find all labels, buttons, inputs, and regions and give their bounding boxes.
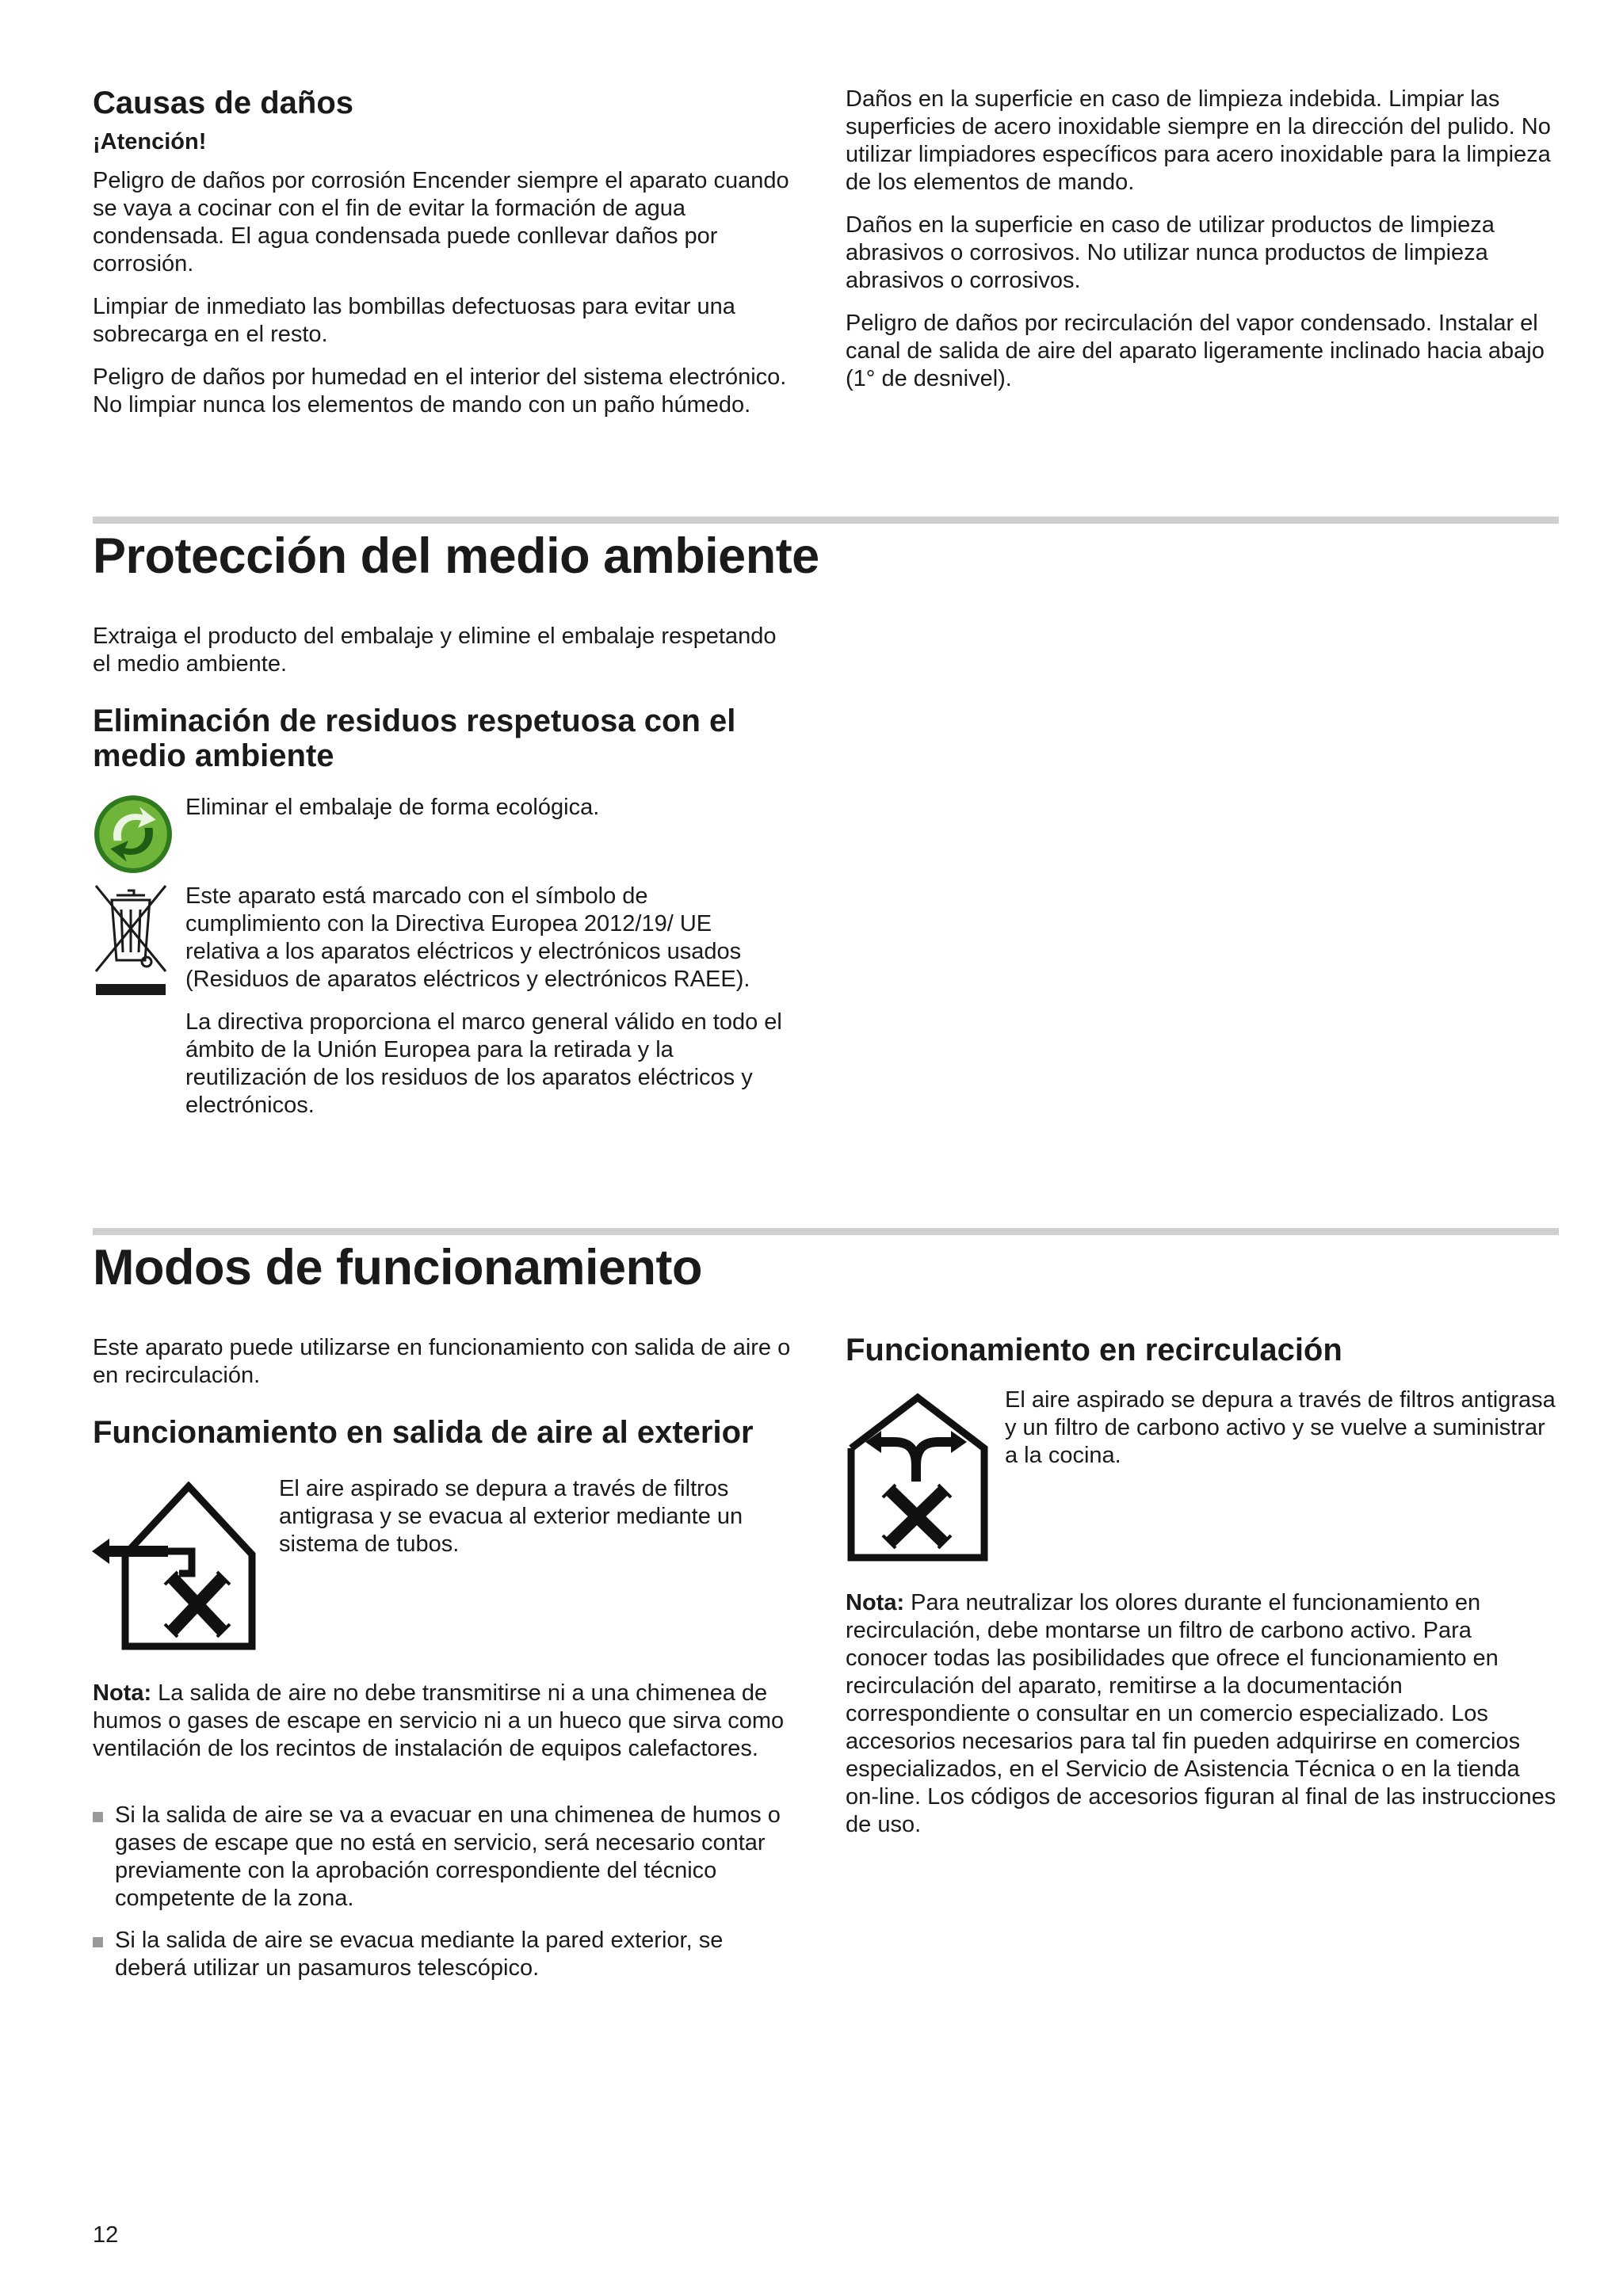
page-number: 12: [93, 2222, 119, 2248]
list-item: Si la salida de aire se evacua mediante la pared exterior, se deberá utilizar un pasamuros telescópico.: [93, 1927, 798, 1982]
exhaust-note-text: La salida de aire no debe transmitirse ni a una chimenea de humos o gases de escape en servicio ni a un hueco que sirva como ventilación de los recintos de instalación de equipos calefactores.: [93, 1680, 785, 1761]
damage-paragraph: Peligro de daños por corrosión Encender siempre el aparato cuando se vaya a cocinar con el fin de evitar la formación de agua condensada. El agua condensada puede conllevar daños por corrosión.: [93, 168, 789, 277]
weee-text: Este aparato está marcado con el símbolo de cumplimiento con la Directiva Europea 2012/19/ UE relativa a los aparatos eléctricos y electrónicos usados (Residuos de aparatos eléctricos y electrónicos RAEE).: [185, 883, 750, 992]
damage-paragraph: Peligro de daños por humedad en el interior del sistema electrónico. No limpiar nunca los elementos de mando con un paño húmedo.: [93, 364, 787, 418]
directive-text: La directiva proporciona el marco general válido en todo el ámbito de la Unión Europea para la retirada y la reutilización de los residuos de los aparatos eléctricos y electrónicos.: [185, 1009, 782, 1118]
damage-section-left: [93, 86, 798, 419]
environment-title: Protección del medio ambiente: [93, 528, 819, 584]
damage-title: Causas de daños: [93, 86, 354, 120]
crossed-out-wheelie-bin-icon: [93, 883, 169, 1001]
note-label: Nota:: [93, 1680, 152, 1706]
recirculation-house-icon: [846, 1393, 989, 1562]
exhaust-note: [93, 1680, 798, 1763]
damage-paragraph: Peligro de daños por recirculación del vapor condensado. Instalar el canal de salida de aire del aparato ligeramente inclinado hacia abajo (1° de desnivel).: [846, 311, 1545, 391]
recirc-title: Funcionamiento en recirculación: [846, 1333, 1342, 1367]
recirc-text: El aire aspirado se depura a través de filtros antigrasa y un filtro de carbono activo y se vuelve a suministrar a la cocina.: [1005, 1387, 1556, 1468]
section-divider: [93, 517, 1559, 524]
modes-title: Modos de funcionamiento: [93, 1240, 702, 1295]
section-divider: [93, 1228, 1559, 1235]
modes-intro: Este aparato puede utilizarse en funcionamiento con salida de aire o en recirculación.: [93, 1335, 791, 1388]
exhaust-air-house-icon: [92, 1482, 258, 1653]
environment-intro: Extraiga el producto del embalaje y elimine el embalaje respetando el medio ambiente.: [93, 624, 777, 677]
recycle-text: Eliminar el embalaje de forma ecológica.: [185, 795, 600, 820]
recirc-note: [846, 1589, 1559, 1839]
damage-paragraph: Limpiar de inmediato las bombillas defectuosas para evitar una sobrecarga en el resto.: [93, 294, 735, 347]
recirc-note-text: Para neutralizar los olores durante el funcionamiento en recirculación, debe montarse un filtro de carbono activo. Para conocer todas las posibilidades que ofrece el funcionamiento en recirculación del aparato, remitirse a la documentación correspondiente o consultar en un comercio especializado. Los accesorios necesarios para tal fin pueden adquirirse en comercios especializados, en el Servicio de Asistencia Técnica o en la tienda on-line. Los códigos de accesorios figuran al final de las instrucciones de uso.: [846, 1590, 1556, 1837]
weee-block: [185, 883, 788, 1119]
damage-section-right: [846, 86, 1559, 393]
note-label: Nota:: [846, 1590, 905, 1615]
list-item: Si la salida de aire se va a evacuar en una chimenea de humos o gases de escape que no está en servicio, será necesario contar previamente con la aprobación correspondiente del técnico competente de la zona.: [93, 1802, 798, 1913]
exhaust-bullet-list: [93, 1802, 798, 1982]
exhaust-text: El aire aspirado se depura a través de filtros antigrasa y se evacua al exterior mediante un sistema de tubos.: [279, 1476, 743, 1557]
attention-label: ¡Atención!: [93, 129, 207, 154]
damage-paragraph: Daños en la superficie en caso de utilizar productos de limpieza abrasivos o corrosivos. No utilizar nunca productos de limpieza abrasivos o corrosivos.: [846, 212, 1495, 293]
disposal-title: Eliminación de residuos respetuosa con el medio ambiente: [93, 704, 736, 773]
exhaust-title: Funcionamiento en salida de aire al exterior: [93, 1415, 754, 1450]
damage-paragraph: Daños en la superficie en caso de limpieza indebida. Limpiar las superficies de acero inoxidable siempre en la dirección del pulido. No utilizar limpiadores específicos para acero inoxidable para la limpieza de los elementos de mando.: [846, 86, 1551, 195]
green-dot-recycling-icon: [93, 794, 174, 875]
